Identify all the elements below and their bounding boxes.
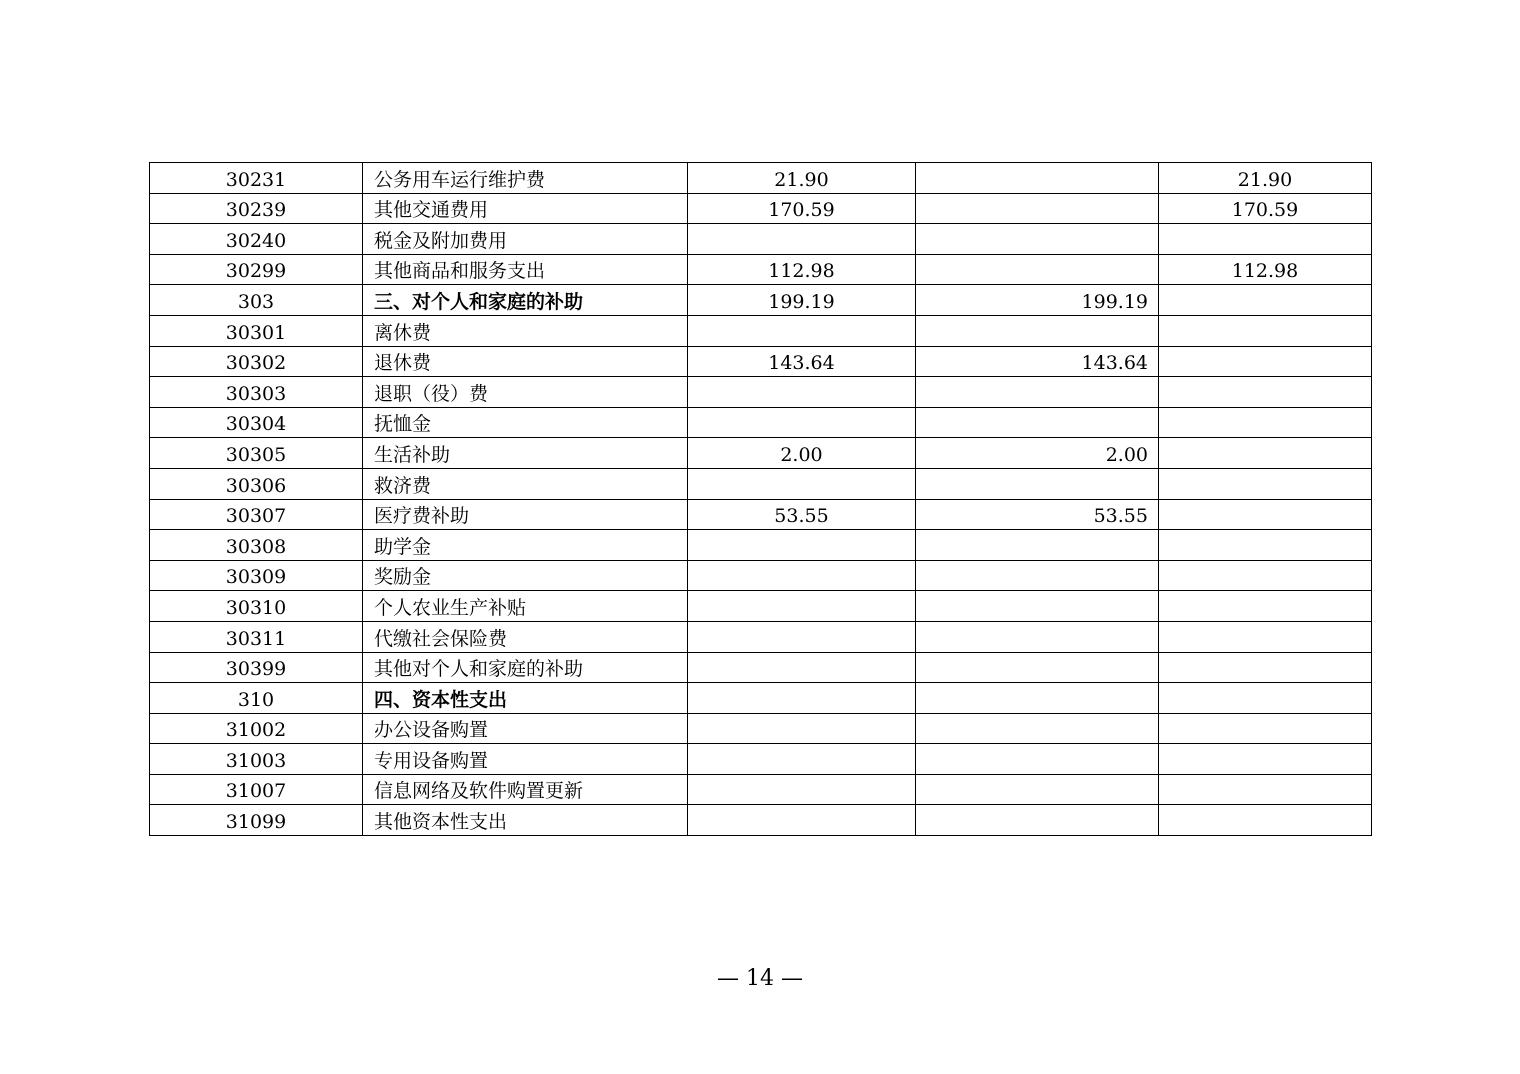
table-row [150,407,1372,438]
row-name: 信息网络及软件购置更新 [363,774,688,805]
row-name: 助学金 [363,530,688,561]
row-public-expense [1159,560,1372,591]
row-public-expense [1159,285,1372,316]
row-name: 其他商品和服务支出 [363,254,688,285]
row-code: 310 [150,683,363,714]
row-public-expense [1159,346,1372,377]
row-code: 30301 [150,315,363,346]
row-name: 四、资本性支出 [363,683,688,714]
row-name: 其他对个人和家庭的补助 [363,652,688,683]
row-name: 办公设备购置 [363,713,688,744]
table-row [150,377,1372,408]
row-basic-expense [916,377,1159,408]
budget-table [149,162,1372,836]
row-code: 30299 [150,254,363,285]
row-basic-expense [916,713,1159,744]
table-row [150,713,1372,744]
table-row [150,621,1372,652]
row-public-expense [1159,805,1372,836]
page-number: — 14 — [717,966,803,991]
table-row [150,530,1372,561]
row-name: 退休费 [363,346,688,377]
row-public-expense [1159,591,1372,622]
table-row [150,163,1372,194]
row-public-expense: 112.98 [1159,254,1372,285]
row-total [688,713,916,744]
row-basic-expense [916,805,1159,836]
row-name: 退职（役）费 [363,377,688,408]
row-name: 其他资本性支出 [363,805,688,836]
row-name: 三、对个人和家庭的补助 [363,285,688,316]
row-code: 30239 [150,193,363,224]
row-total: 170.59 [688,193,916,224]
row-basic-expense: 2.00 [916,438,1159,469]
table-row [150,285,1372,316]
table-row [150,805,1372,836]
row-code: 30307 [150,499,363,530]
row-name: 生活补助 [363,438,688,469]
row-name: 救济费 [363,468,688,499]
row-public-expense [1159,224,1372,255]
row-name: 代缴社会保险费 [363,621,688,652]
row-basic-expense [916,652,1159,683]
row-basic-expense [916,591,1159,622]
row-public-expense [1159,407,1372,438]
table-row [150,591,1372,622]
row-name: 其他交通费用 [363,193,688,224]
row-public-expense [1159,774,1372,805]
row-total: 21.90 [688,163,916,194]
row-code: 30231 [150,163,363,194]
row-total [688,224,916,255]
row-basic-expense: 53.55 [916,499,1159,530]
row-code: 30309 [150,560,363,591]
row-code: 30302 [150,346,363,377]
row-public-expense: 170.59 [1159,193,1372,224]
table-row [150,315,1372,346]
row-total [688,468,916,499]
row-public-expense [1159,744,1372,775]
row-public-expense [1159,713,1372,744]
row-name: 公务用车运行维护费 [363,163,688,194]
row-public-expense [1159,315,1372,346]
table-row [150,468,1372,499]
row-total [688,652,916,683]
row-total [688,530,916,561]
row-basic-expense: 199.19 [916,285,1159,316]
row-name: 抚恤金 [363,407,688,438]
row-total [688,774,916,805]
row-total [688,805,916,836]
row-total [688,591,916,622]
table-row [150,346,1372,377]
row-code: 303 [150,285,363,316]
table-row [150,254,1372,285]
table-row [150,652,1372,683]
row-basic-expense [916,468,1159,499]
row-total: 2.00 [688,438,916,469]
table-row [150,774,1372,805]
row-total [688,407,916,438]
row-basic-expense [916,774,1159,805]
row-public-expense [1159,377,1372,408]
table-body [150,163,1372,836]
row-basic-expense [916,744,1159,775]
row-name: 医疗费补助 [363,499,688,530]
row-name: 个人农业生产补贴 [363,591,688,622]
row-name: 专用设备购置 [363,744,688,775]
row-total [688,683,916,714]
table-row [150,683,1372,714]
row-code: 30303 [150,377,363,408]
table-row [150,744,1372,775]
row-basic-expense [916,224,1159,255]
row-name: 奖励金 [363,560,688,591]
table-row [150,438,1372,469]
row-code: 31007 [150,774,363,805]
row-total [688,315,916,346]
row-basic-expense [916,315,1159,346]
row-public-expense: 21.90 [1159,163,1372,194]
row-code: 30240 [150,224,363,255]
row-basic-expense [916,163,1159,194]
row-total: 112.98 [688,254,916,285]
row-code: 31003 [150,744,363,775]
row-name: 离休费 [363,315,688,346]
row-basic-expense [916,407,1159,438]
row-public-expense [1159,438,1372,469]
row-public-expense [1159,468,1372,499]
row-total [688,744,916,775]
row-basic-expense: 143.64 [916,346,1159,377]
row-basic-expense [916,560,1159,591]
row-code: 31099 [150,805,363,836]
row-total: 143.64 [688,346,916,377]
row-total: 53.55 [688,499,916,530]
table-row [150,193,1372,224]
table-row [150,224,1372,255]
row-total [688,621,916,652]
row-public-expense [1159,530,1372,561]
row-basic-expense [916,530,1159,561]
row-code: 30310 [150,591,363,622]
row-code: 30308 [150,530,363,561]
table-row [150,499,1372,530]
row-total [688,377,916,408]
row-total: 199.19 [688,285,916,316]
table-row [150,560,1372,591]
row-total [688,560,916,591]
row-basic-expense [916,621,1159,652]
row-code: 30399 [150,652,363,683]
row-public-expense [1159,621,1372,652]
row-basic-expense [916,193,1159,224]
row-name: 税金及附加费用 [363,224,688,255]
row-code: 30306 [150,468,363,499]
row-public-expense [1159,652,1372,683]
row-code: 31002 [150,713,363,744]
row-code: 30305 [150,438,363,469]
row-code: 30304 [150,407,363,438]
row-code: 30311 [150,621,363,652]
row-basic-expense [916,683,1159,714]
row-basic-expense [916,254,1159,285]
row-public-expense [1159,499,1372,530]
row-public-expense [1159,683,1372,714]
